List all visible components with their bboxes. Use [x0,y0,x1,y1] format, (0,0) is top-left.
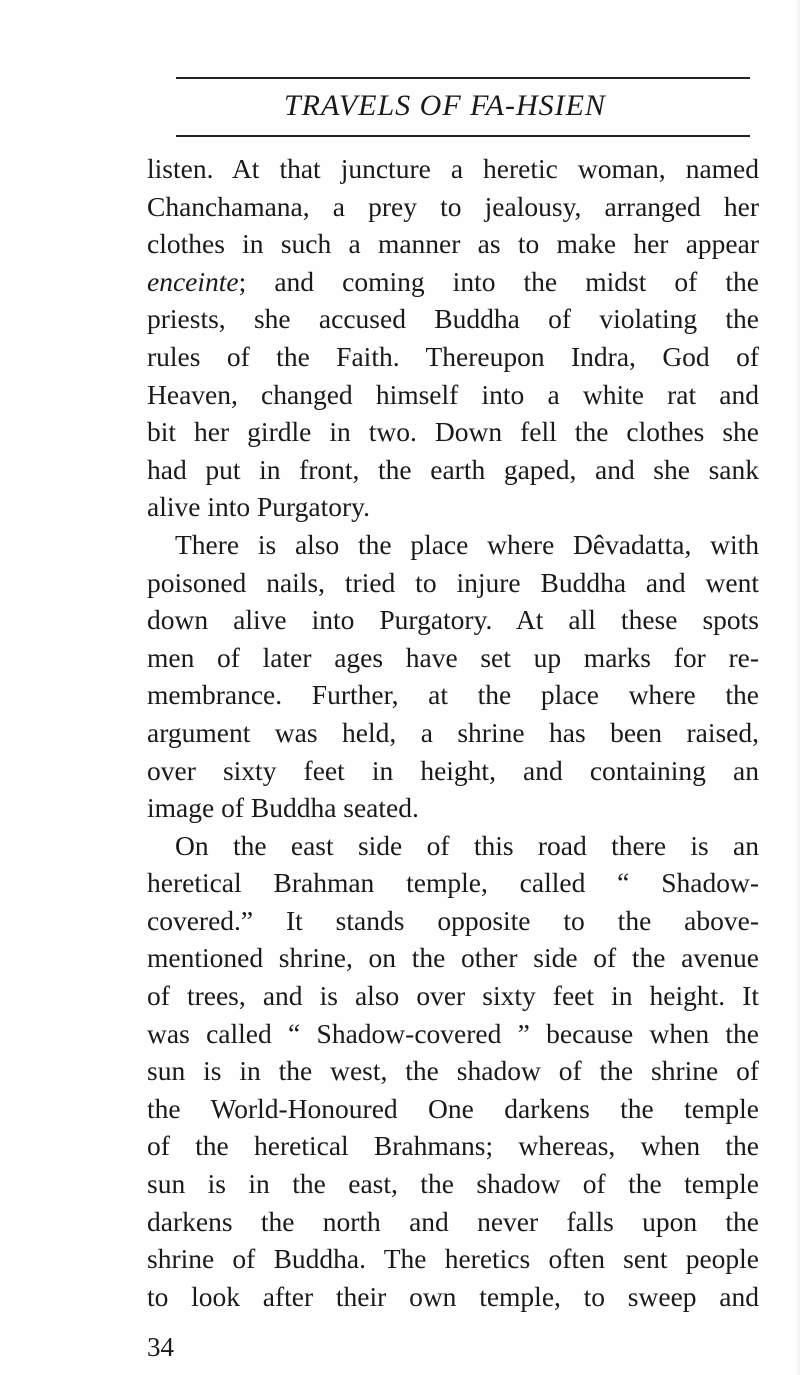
text-line: mentioned shrine, on the other side of the avenue [147,942,759,974]
page-edge-shadow [794,0,800,1375]
text-line: alive into Purgatory. [147,491,371,523]
text-line: of the heretical Brahmans; whereas, when the [147,1130,759,1162]
text-line: bit her girdle in two. Down fell the clothes she [147,416,759,448]
italic-word: enceinte [147,265,239,297]
text-line: rules of the Faith. Thereupon Indra, God of [147,340,759,372]
text-line: On the east side of this road there is an [175,829,759,861]
line-text: ; and coming into the midst of the [238,265,759,297]
text-line: covered.” It stands opposite to the above- [147,904,759,936]
text-line: darkens the north and never falls upon the [147,1205,759,1237]
running-head: TRAVELS OF FA-HSIEN [284,89,606,122]
header-rule-bottom [176,135,750,137]
text-line: listen. At that juncture a heretic woman, named [147,153,759,184]
text-line: heretical Brahman temple, called “ Shadow- [147,867,759,899]
text-line: over sixty feet in height, and containing an [147,754,759,786]
text-line: to look after their own temple, to sweep and [147,1280,759,1312]
text-line: clothes in such a manner as to make her appear [147,228,759,260]
text-line: priests, she accused Buddha of violating the [147,303,759,335]
text-line: down alive into Purgatory. At all these spots [147,604,759,636]
text-line: men of later ages have set up marks for re- [147,641,759,673]
text-line: sun is in the west, the shadow of the shrine of [147,1055,759,1087]
text-line: of trees, and is also over sixty feet in height. It [147,980,759,1012]
text-line: poisoned nails, tried to injure Buddha and went [147,566,759,598]
body-text [147,150,759,1315]
text-line: Chanchamana, a prey to jealousy, arranged her [147,190,759,222]
text-line: image of Buddha seated. [147,792,419,824]
text-line: Heaven, changed himself into a white rat and [147,378,759,410]
text-line: had put in front, the earth gaped, and she sank [147,453,759,485]
text-line: membrance. Further, at the place where the [147,679,759,711]
text-line: the World-Honoured One darkens the temple [147,1092,759,1124]
header-rule-top [176,77,750,79]
text-line: shrine of Buddha. The heretics often sent people [147,1243,759,1275]
text-line: argument was held, a shrine has been raised, [147,716,759,748]
page-number: 34 [147,1332,174,1362]
text-line: There is also the place where Dêvadatta, with [175,528,759,560]
text-line: sun is in the east, the shadow of the temple [147,1168,759,1200]
text-line [147,263,759,301]
text-line: was called “ Shadow-covered ” because when the [147,1017,759,1049]
